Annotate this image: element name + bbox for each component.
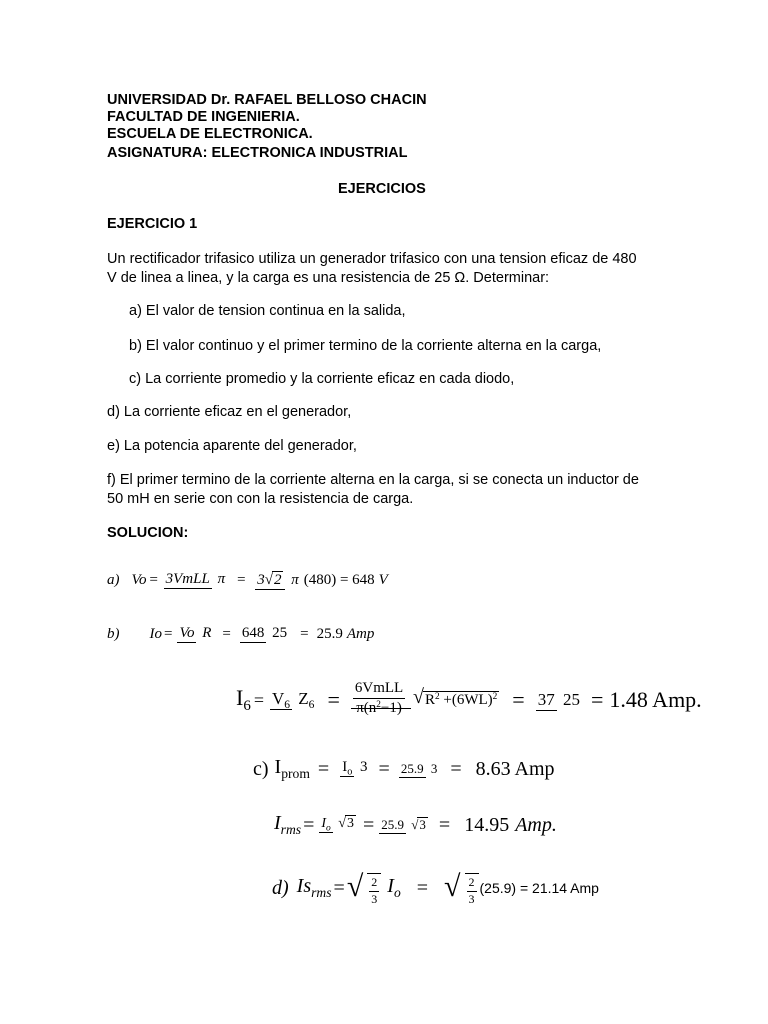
eq-c-frac-1: $I_o$ 3	[342, 759, 368, 778]
eq-i6-frac-3: 37 25	[537, 690, 580, 709]
eq-a-frac-2: 3 √ 2 π	[257, 571, 299, 588]
equation-a: a) Vo = 3VmLL π = 3 √ 2 π (480) = 648 V	[107, 571, 388, 588]
eq-rms-result: 14.95	[464, 813, 510, 836]
eq-a-value: (480) = 648	[303, 571, 375, 588]
statement-line-2: V de linea a linea, y la carga es una resistencia de 25 Ω. Determinar:	[107, 270, 550, 286]
eq-rms-frac-1: $I_o$ √ 3	[321, 816, 354, 834]
exercise-title: EJERCICIO 1	[107, 216, 198, 232]
eq-d-sqrt-1: √ $\frac{2}{3}$	[347, 870, 381, 907]
eq-d-label: d)	[272, 876, 289, 899]
eq-a-label: a)	[107, 571, 120, 588]
eq-c-lhs: $I_{prom}$	[274, 756, 310, 781]
eq-c-frac-2: 25.9 3	[400, 761, 438, 776]
eq-b-result: 25.9	[316, 625, 343, 642]
eq-a-frac-1: 3VmLL π	[165, 571, 226, 588]
eq-i6-result: 1.48 Amp.	[609, 687, 702, 712]
equation-c: c) $I_{prom}$ = $I_o$ 3 = 25.9 3 = 8.63 Amp	[253, 756, 555, 781]
equation-b: b) Io = Vo R = 648 25 = 25.9 Amp	[107, 625, 375, 642]
header-subject: ASIGNATURA: ELECTRONICA INDUSTRIAL	[107, 145, 408, 161]
header-university: UNIVERSIDAD Dr. RAFAEL BELLOSO CHACIN	[107, 92, 427, 108]
statement-line-1: Un rectificador trifasico utiliza un generador trifasico con una tension eficaz de 480	[107, 251, 637, 267]
eq-rms-unit: Amp.	[515, 813, 557, 836]
item-c: c) La corriente promedio y la corriente eficaz en cada diodo,	[129, 371, 515, 387]
header-faculty: FACULTAD DE INGENIERIA.	[107, 109, 300, 125]
eq-d-tail: (25.9) = 21.14 Amp	[479, 880, 599, 896]
eq-c-result: 8.63 Amp	[475, 757, 555, 780]
eq-rms-frac-2: 25.9 √ 3	[381, 817, 426, 832]
item-f-line-2: 50 mH en serie con con la resistencia de carga.	[107, 491, 414, 507]
eq-b-lhs: Io	[149, 625, 162, 642]
page-title: EJERCICIOS	[338, 181, 426, 197]
equation-d: d) $Is_{rms}$ = √ $\frac{2}{3}$ $I_o$ = √ $\frac{2}{3}$ (25.9) = 21.14 Amp	[272, 869, 599, 906]
eq-rms-lhs: $I_{rms}$	[274, 812, 302, 837]
eq-d-var: $I_o$	[387, 875, 401, 900]
item-a: a) El valor de tension continua en la salida,	[129, 303, 406, 319]
eq-a-unit: V	[378, 571, 388, 588]
eq-d-sqrt-2: √ $\frac{2}{3}$	[444, 870, 478, 907]
equation-i6: $I_6$ = $V_6$ $Z_6$ = $\frac{\text{6VmLL}}{\pi(n^2-1)}$ √ $R^2 +(6WL)^2$ = 37 25 = 1.48 Amp.	[236, 665, 702, 735]
eq-a-lhs: Vo	[131, 571, 147, 588]
item-e: e) La potencia aparente del generador,	[107, 438, 357, 454]
eq-b-label: b)	[107, 625, 120, 642]
item-f-line-1: f) El primer termino de la corriente alterna en la carga, si se conecta un inductor de	[107, 472, 639, 488]
eq-b-frac-2: 648 25	[241, 625, 288, 642]
eq-b-unit: Amp	[346, 625, 375, 642]
eq-c-label: c)	[253, 757, 269, 780]
item-b: b) El valor continuo y el primer termino de la corriente alterna en la carga,	[129, 338, 602, 354]
equation-rms: $I_{rms}$ = $I_o$ √ 3 = 25.9 √ 3 = 14.95 Amp.	[274, 812, 557, 837]
eq-i6-frac-2: $\frac{\text{6VmLL}}{\pi(n^2-1)}$ √ $R^2 +(6WL)^2$	[351, 680, 501, 720]
eq-b-frac-1: Vo R	[179, 625, 212, 642]
eq-i6-lhs: $I_6$	[236, 684, 251, 715]
solution-title: SOLUCION:	[107, 525, 189, 541]
item-d: d) La corriente eficaz en el generador,	[107, 404, 352, 420]
header-school: ESCUELA DE ELECTRONICA.	[107, 126, 313, 142]
eq-i6-frac-1: $V_6$ $Z_6$	[271, 688, 315, 711]
eq-d-lhs: $Is_{rms}$	[296, 875, 332, 900]
